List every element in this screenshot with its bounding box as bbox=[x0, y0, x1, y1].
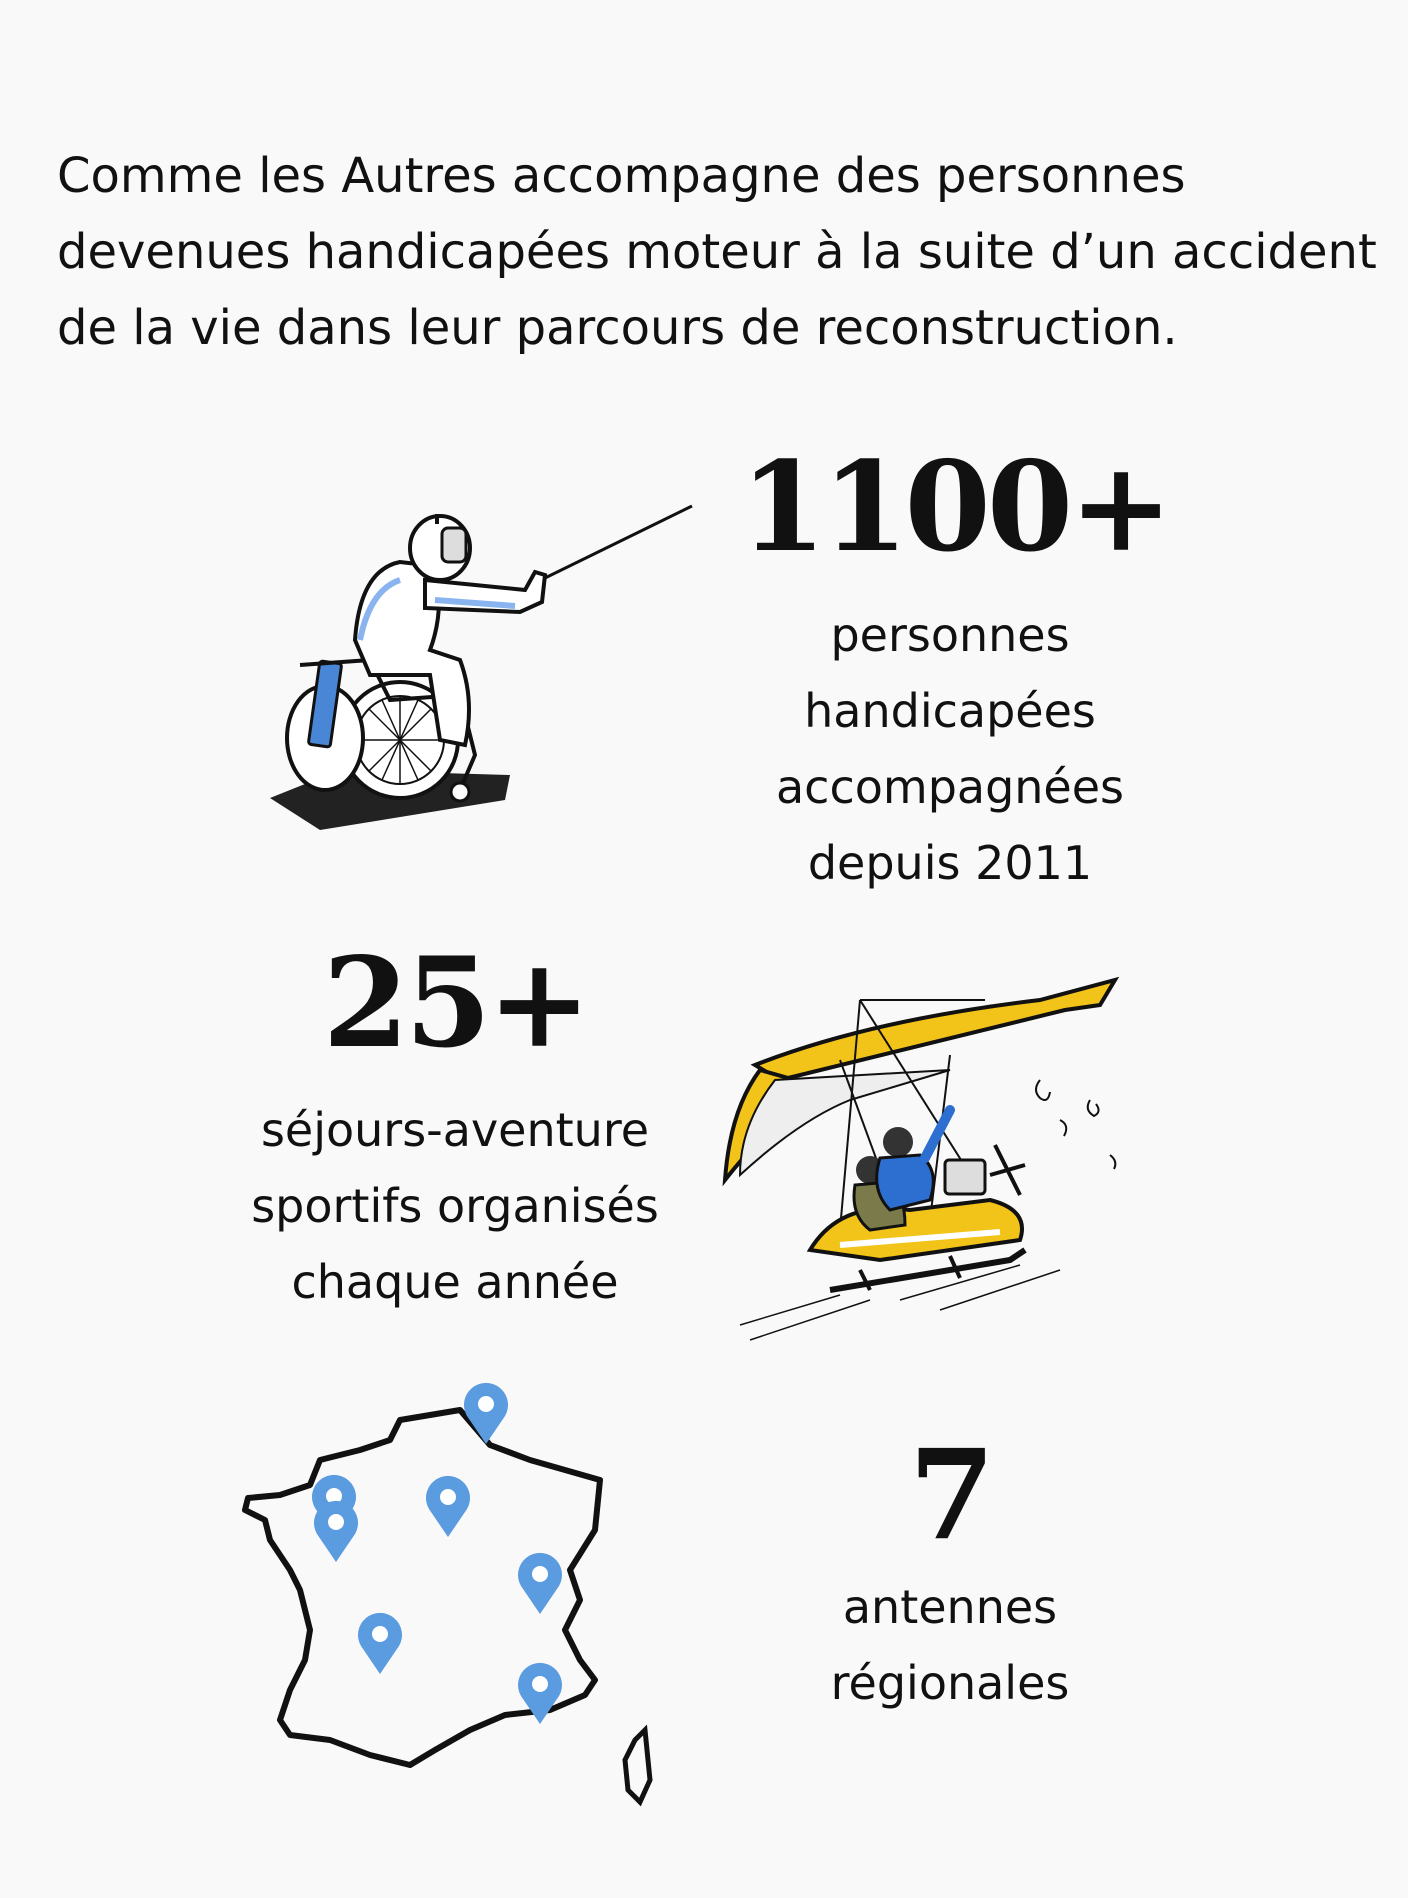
map-pin-dot bbox=[372, 1626, 388, 1642]
intro-line: devenues handicapées moteur à la suite d’un accident bbox=[57, 224, 1377, 280]
stat-label-line: personnes bbox=[830, 608, 1070, 662]
stat-label-stays bbox=[225, 1092, 685, 1320]
stat-label-antennas bbox=[720, 1569, 1180, 1721]
map-pin-dot bbox=[478, 1396, 494, 1412]
map-pin-dot bbox=[440, 1489, 456, 1505]
stat-label-line: handicapées bbox=[804, 684, 1096, 738]
intro-line: de la vie dans leur parcours de reconstruction. bbox=[57, 300, 1178, 356]
stat-label-line: sportifs organisés bbox=[251, 1179, 659, 1233]
map-pin-dot bbox=[328, 1514, 344, 1530]
stat-label-beneficiaries bbox=[720, 597, 1180, 901]
stat-label-line: régionales bbox=[830, 1656, 1070, 1710]
france-map-icon bbox=[250, 1390, 670, 1800]
map-pin-icon bbox=[518, 1553, 562, 1614]
stat-label-line: antennes bbox=[842, 1580, 1058, 1634]
stat-value-stays: 25+ bbox=[322, 931, 588, 1076]
stat-value-antennas: 7 bbox=[908, 1423, 992, 1568]
stat-label-line: chaque année bbox=[291, 1255, 619, 1309]
intro-line: Comme les Autres accompagne des personnes bbox=[57, 148, 1186, 204]
map-pin-dot bbox=[532, 1676, 548, 1692]
stat-label-line: depuis 2011 bbox=[807, 836, 1093, 890]
stat-value-beneficiaries: 1100+ bbox=[740, 435, 1170, 580]
intro-paragraph bbox=[57, 138, 1377, 366]
wheelchair-fencer-icon bbox=[260, 500, 700, 840]
stat-label-line: accompagnées bbox=[775, 760, 1125, 814]
map-pin-icon bbox=[358, 1613, 402, 1674]
ulm-trike-icon bbox=[720, 960, 1180, 1350]
stat-label-line: séjours-aventure bbox=[260, 1103, 650, 1157]
map-pin-dot bbox=[532, 1566, 548, 1582]
map-pin-icon bbox=[464, 1383, 508, 1444]
map-pin-icon bbox=[314, 1501, 358, 1562]
map-pin-icon bbox=[426, 1476, 470, 1537]
